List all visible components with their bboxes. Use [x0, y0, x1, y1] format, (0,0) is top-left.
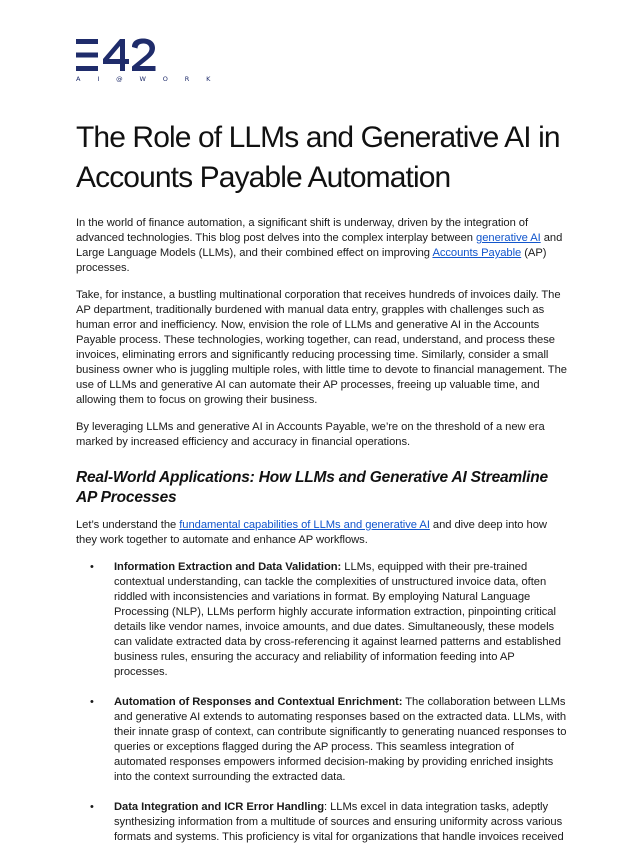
- applications-list: [76, 560, 568, 845]
- e42-logo: [76, 38, 218, 83]
- section-heading: Real-World Applications: How LLMs and Generative AI Streamline AP Processes: [76, 469, 548, 506]
- logo-tagline: A I @ W O R K: [76, 75, 218, 83]
- section-intro-text-2: and dive deep into how they work together to automate and enhance AP workflows.: [76, 519, 547, 546]
- list-item-text: LLMs, equipped with their pre-trained contextual understanding, can tackle the complexities of unstructured invoice data, often riddled with inconsistencies and variations in format. By employing Natural Language Processing (NLP), LLMs perform highly accurate information extraction, pinpointing critical details like vendor names, invoice amounts, and due dates. Simultaneously, these models can validate extracted data by cross-referencing it against learned patterns and established business rules, ensuring the accuracy and reliability of information feeding into AP processes.: [114, 561, 561, 678]
- generative-ai-link[interactable]: generative AI: [476, 232, 541, 244]
- list-item-text: The collaboration between LLMs and generative AI extends to automating responses based on the extracted data. LLMs, with their innate grasp of context, can contribute significantly to generating nuanced responses to queries or exceptions flagged during the AP process. This seamless integration of automated responses empowers informed decision-making by providing enriched insights into the context surrounding the extracted data.: [114, 696, 567, 783]
- list-item-heading: Automation of Responses and Contextual Enrichment:: [114, 696, 403, 708]
- accounts-payable-link[interactable]: Accounts Payable: [432, 247, 522, 259]
- article-body: [76, 118, 568, 860]
- section-intro-paragraph: [76, 518, 568, 548]
- list-item: [76, 560, 568, 680]
- section-intro-text-1: Let’s understand the: [76, 519, 180, 531]
- example-paragraph: Take, for instance, a bustling multinational corporation that receives hundreds of invoices daily. The AP department, traditionally burdened with manual data entry, grapples with challenges such as human error and inefficiency. Now, envision the role of LLMs and generative AI in the Accounts Payable process. These technologies, working together, can read, understand, and process these invoices, eliminating errors and significantly reducing processing time. Similarly, consider a small business owner who is juggling multiple roles, with little time to devote to financial management. The use of LLMs and generative AI can automate their AP processes, freeing up valuable time, and allowing them to focus on growing their business.: [76, 289, 567, 406]
- e42-logo-mark: [76, 38, 160, 72]
- intro-paragraph: [76, 216, 568, 276]
- fundamental-capabilities-link[interactable]: fundamental capabilities of LLMs and generative AI: [179, 519, 430, 531]
- list-item-heading: Data Integration and ICR Error Handling: [114, 801, 325, 813]
- list-item-text: : LLMs excel in data integration tasks, adeptly synthesizing information from a multitude of sources and ensuring uniformity across various formats and systems. This proficiency is vital for organizations that handle invoices received: [114, 801, 564, 843]
- intro-text-1: In the world of finance automation, a significant shift is underway, driven by the integration of advanced technologies. This blog post delves into the complex interplay between: [76, 217, 529, 244]
- conclusion-paragraph: By leveraging LLMs and generative AI in Accounts Payable, we’re on the threshold of a new era marked by increased efficiency and accuracy in financial operations.: [76, 421, 545, 448]
- bullet-icon: •: [90, 696, 94, 708]
- intro-text-3: (AP) processes.: [76, 247, 547, 274]
- list-item: [76, 800, 568, 845]
- list-item-heading: Information Extraction and Data Validation:: [114, 561, 342, 573]
- bullet-icon: •: [90, 801, 94, 813]
- intro-text-2: and Large Language Models (LLMs), and their combined effect on improving: [76, 232, 563, 259]
- bullet-icon: •: [90, 561, 94, 573]
- list-item: [76, 695, 568, 785]
- article-title: The Role of LLMs and Generative AI in Accounts Payable Automation: [76, 121, 560, 194]
